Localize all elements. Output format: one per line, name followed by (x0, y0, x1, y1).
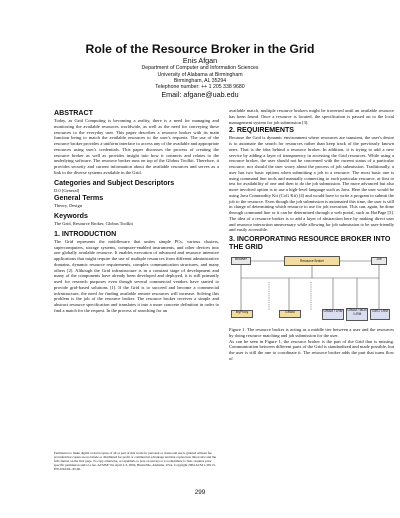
gram-mds-lrm-box: GRAM / MDS / LRM (346, 308, 368, 321)
figure-discussion-text: As can be seen in Figure 1, the resource broker is the part of the Grid that is missing. Communication between different parts of the Grid is standardized and made possible, but the user is still the one to coordinate it. The resource broker adds the part that turns flow of (229, 338, 394, 361)
author-name: Enis Afgan (182, 56, 218, 65)
right-column (229, 108, 394, 362)
keywords-heading: Keywords (54, 212, 88, 220)
abstract-heading: ABSTRACT (54, 109, 94, 117)
resource-broker-box: Resource Broker (284, 256, 340, 266)
abstract-text: Today, as Grid Computing is becoming a reality, there is a need for managing and monitoring the available resources worldwide, as well as the need for conveying these resources to the everyday user. This paper describes a resource broker with its main function being to match the available resources to the user's requests. The use of the resource broker provides a uniform interface to access any of the available and appropriate resources using user's credentials. This paper discusses the process of creating the resource broker as well as provides insight into how it connects and relates to the underlying software. The resource broker runs on top of the Globus Toolkit. Therefore, it provides security and current information about the available resources and serves as a link to the diverse systems available in the Grid. (54, 118, 220, 175)
author-dept: Department of Computer and Information Sciences (141, 65, 259, 72)
job-box: Job (371, 257, 387, 265)
general-terms-text: Theory, Design (54, 203, 82, 209)
architecture-heading: 3. INCORPORATING RESOURCE BROKER INTO THE GRID (229, 235, 391, 251)
author-block (0, 57, 400, 99)
introduction-text: The Grid represents the middleware that unites simple PCs, various clusters, supercomputers, storage systems, computer-enabled instruments, and other devices into one globally available resource. It enables execution of advanced and resource intensive applications that might require the use of multiple resources from different administrative domains, dynamic resource requirements, complex communication structures, and many others [2]. Although the Grid infrastructure is in a constant stage of development and many of the components have already been developed and deployed, it is still primarily used for research purposes even though several commercial vendors have started to provide grid-based solutions [1]. If the Grid is to succeed and become a commercial infrastructure, the need for finding available remote resources will increase. Solving this problem is the job of the resource broker. The resource broker receives a simple and abstract resource specification and translates it into a more concrete definition in order to find a match for the request. In the process of searching for an (54, 238, 219, 313)
general-terms-heading: General Terms (54, 194, 104, 203)
left-column (54, 108, 219, 314)
introduction-heading: 1. INTRODUCTION (54, 229, 117, 238)
author-email: Email: afgane@uab.edu (161, 89, 239, 99)
requirements-heading: 2. REQUIREMENTS (229, 126, 295, 135)
page-number: 299 (194, 489, 206, 496)
architecture-figure (229, 252, 394, 327)
author-city: Birmingham, AL 35294 (173, 78, 227, 84)
requirements-text: Because the Grid is dynamic environment where resources are transient, the user's desire is to automate the search for resources rather than keep track of the previously known ones. That is the idea behind a resource broker. In addition, it is trying to add a new service by adding a layer of transparency in accessing the Grid resources. While using a resource broker, the user should not be concerned with the current status of a particular resource, nor should the user worry about the process of job submission. Traditionally, a user has two basic options when submitting a job to a resource. The most basic one is using command line tools and manually connecting to each particular resource, at first to test for availability of one and then to do the job submission. The more advanced but also more involved option is to use a high-level language such as Java. Here the user would be using Java Commodity Kit (CoG Kit) [4] and would have to write a program to submit the job to the resource. Even though the job submission is automated this time, the user is still in charge of determining which resource to use for job execution. This can, again, be done through command line or it can be determined through a web portal, such as HotPage [5]. The idea of a resource broker is to add a layer of abstraction here by making direct user and resource interaction unnecessary while allowing for job submission to be user-friendly and easily accessible. (229, 135, 394, 233)
gram-lrm-box: GRAM / LRM (322, 309, 344, 320)
permission-footnote: Permission to make digital or hard copies of all or part of this work for personal or classroom use is granted without fee provided that copies are not made or distributed for profit or commercial advantage and that copies bear this notice and the full citation on the first page. To copy otherwise, or republish, to post on servers or to redistribute to lists, requires prior specific permission and/or a fee. ACMSE '04, April 2-3, 2004, Huntsville, Alabama, USA. Copyright 2004 ACM 1-58113-870-9/04/04...$5.00. (54, 451, 217, 472)
categories-text: D.0 [General] (54, 187, 80, 193)
myproxy-box: MyProxy (231, 310, 253, 318)
author-telephone: Telephone number: ++ 1 205 338 9680 (155, 84, 245, 91)
gram-box: GRAM (279, 310, 301, 318)
browser-box: Browser (231, 257, 251, 265)
intro-continued-text: available match, multiple resource brokers might be traversed until an available resource has been found. Once a resource is located, the specification is passed on to the local management system for job submission [3]. (229, 108, 394, 125)
figure-caption: Figure 1. The resource broker is acting as a middle tier between a user and the resources by doing resource matching and job submission for the user. (229, 327, 394, 338)
paper-title: Role of the Resource Broker in the Grid (85, 42, 315, 56)
categories-heading: Categories and Subject Descriptors (54, 178, 175, 187)
keywords-text: The Grid, Resource Broker, Globus Toolkit (54, 221, 133, 226)
giis-lrm-box: GIIS / LRM (370, 309, 390, 320)
author-university: University of Alabama at Birmingham (157, 71, 243, 78)
